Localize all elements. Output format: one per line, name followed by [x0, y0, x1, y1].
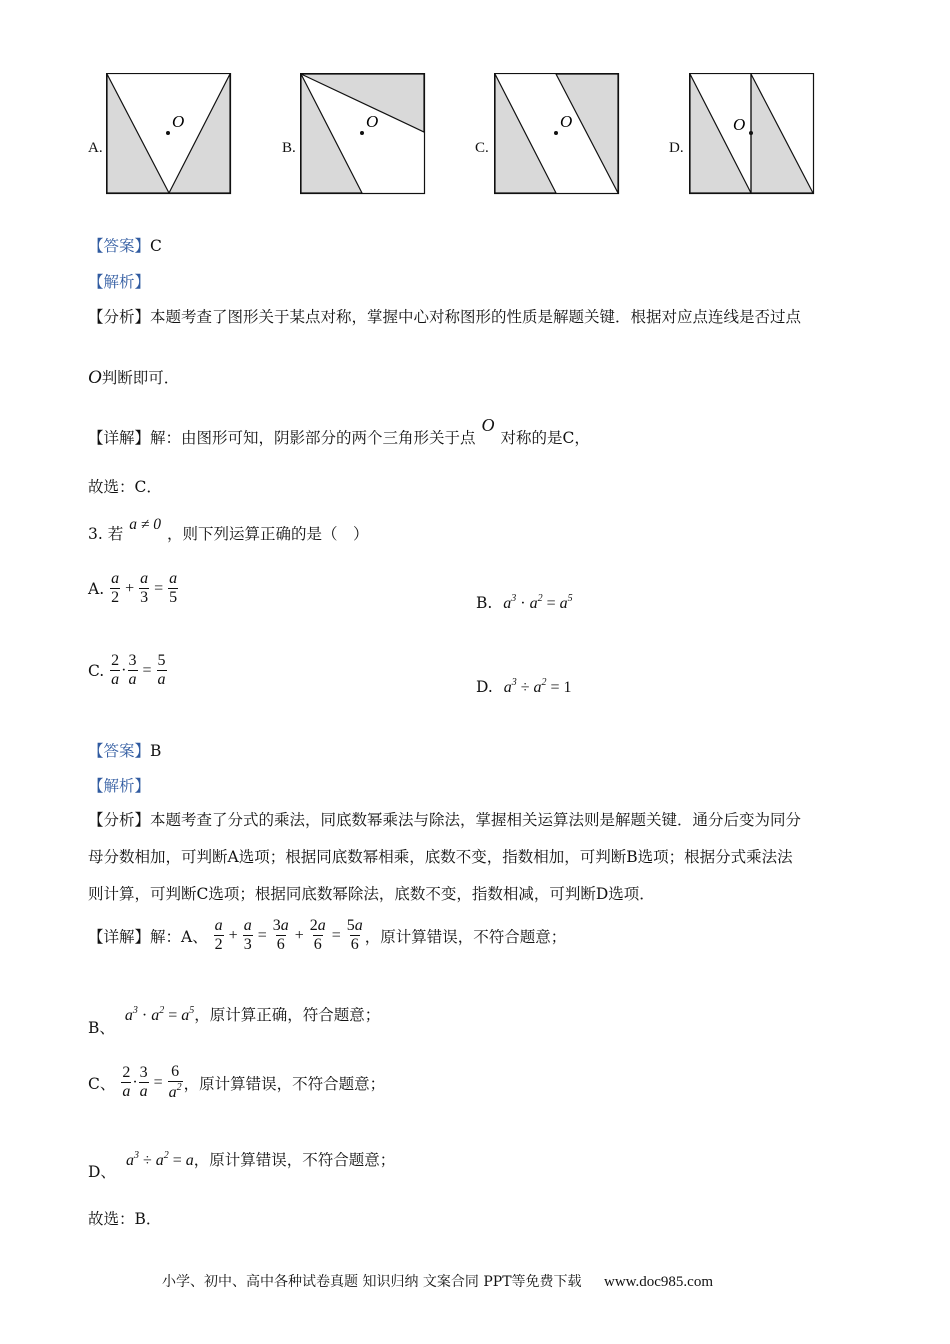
footer-text: 小学、初中、高中各种试卷真题 知识归纳 文案合同 PPT等免费下载	[162, 1274, 582, 1290]
fenxi-tag: 【分析】	[88, 308, 151, 326]
answer-tag: 【答案】	[88, 237, 151, 255]
fraction: $\frac{a}{3}$	[140, 570, 149, 607]
q2-detail-line	[88, 415, 590, 448]
expression: $a^3 \cdot a^2 = a^5$	[503, 593, 573, 612]
detail-answer: C，	[562, 429, 590, 447]
option-label: C.	[88, 661, 105, 680]
fenxi-text: 判断即可．	[101, 369, 180, 387]
option-c-label: C.	[475, 140, 489, 156]
q2-fenxi-line1	[88, 305, 801, 327]
stem-pre: 3. 若	[88, 525, 124, 543]
option-label: B.	[476, 594, 493, 612]
fenxi-text: 本题考查了分式的乘法，同底数幂乘法与除法，掌握相关运算法则是解题关键．通分后变为同分	[150, 811, 802, 829]
fraction: $\frac{a}{5}$	[169, 570, 178, 607]
q3-detail-b	[88, 1003, 381, 1037]
answer-value: C	[150, 237, 162, 255]
footer-url[interactable]: www.doc985.com	[603, 1274, 713, 1290]
fraction: $\frac{3a}{6}$	[272, 917, 289, 954]
q3-conclusion: 故选：B．	[88, 1210, 162, 1228]
expression: $a^3 \div a^2 = 1$	[503, 677, 572, 696]
q3-option-d	[476, 677, 572, 697]
stem-condition: a ≠ 0	[129, 516, 161, 533]
detail-text: 解：由图形可知，阴影部分的两个三角形关于点	[150, 429, 476, 447]
center-o-label: O	[733, 115, 746, 134]
detail-text: D、	[88, 1163, 116, 1181]
fraction: $\frac{5a}{6}$	[346, 917, 363, 954]
detail-text: B、	[88, 1019, 115, 1037]
expression: $a^3 \cdot a^2 = a^5$	[124, 1005, 195, 1024]
footer	[162, 1271, 713, 1291]
detail-text: ，原计算错误，不符合题意；	[183, 1074, 386, 1093]
answer-value: B	[150, 742, 162, 760]
figure-c	[494, 73, 620, 195]
fraction: $\frac{6}{a^2}$	[168, 1063, 182, 1102]
detail-text: ，原计算正确，符合题意；	[194, 1006, 381, 1024]
q3-analysis-tag: 【解析】	[88, 777, 151, 795]
answer-tag: 【答案】	[88, 742, 151, 760]
q2-analysis-tag: 【解析】	[88, 273, 151, 291]
expression: $a^3 \div a^2 = a$	[125, 1150, 194, 1169]
detail-text: ，原计算错误，不符合题意；	[364, 927, 567, 946]
q3-option-a: A. $\frac{a}{2}$ + $\frac{a}{3}$ = $\frac{a}{5}$	[88, 570, 178, 607]
detail-text: C、	[88, 1074, 116, 1093]
fenxi-tag: 【分析】	[88, 811, 151, 829]
fraction: $\frac{2}{a}$	[122, 1064, 131, 1101]
fraction: $\frac{a}{2}$	[214, 917, 223, 954]
q3-option-b	[476, 593, 573, 613]
q3-fenxi-line2: 母分数相加，可判断A选项；根据同底数幂相乘，底数不变，指数相加，可判断B选项；根据分式乘法法	[88, 848, 793, 866]
figure-d	[689, 73, 815, 195]
var-o: O	[88, 367, 102, 388]
option-label: A.	[88, 579, 105, 598]
fraction: $\frac{2}{a}$	[111, 652, 120, 689]
figure-a	[106, 73, 232, 195]
q3-stem	[88, 516, 369, 544]
q3-detail-d	[88, 1148, 396, 1181]
detail-tag: 【详解】	[88, 927, 151, 946]
q2-conclusion: 故选：C．	[88, 478, 162, 496]
q3-fenxi-line1	[88, 808, 801, 830]
stem-post: ，则下列运算正确的是（ ）	[166, 525, 369, 543]
detail-text: ，原计算错误，不符合题意；	[193, 1151, 396, 1169]
option-label: D.	[476, 678, 493, 696]
fraction: $\frac{3}{a}$	[128, 652, 137, 689]
center-o-label: O	[172, 112, 185, 131]
fraction: $\frac{a}{3}$	[243, 917, 252, 954]
detail-text: 解：A、	[150, 927, 208, 946]
q3-fenxi-line3: 则计算，可判断C选项；根据同底数幂除法，底数不变，指数相减，可判断D选项．	[88, 885, 655, 903]
option-b-label: B.	[282, 140, 296, 156]
fraction: $\frac{a}{2}$	[111, 570, 120, 607]
fraction: $\frac{3}{a}$	[139, 1064, 148, 1101]
q3-option-c: C. $\frac{2}{a}$ · $\frac{3}{a}$ = $\frac{5}{a}$	[88, 652, 166, 689]
fenxi-text: 本题考查了图形关于某点对称，掌握中心对称图形的性质是解题关键．根据对应点连线是否过点	[150, 308, 802, 326]
fraction: $\frac{2a}{6}$	[309, 917, 326, 954]
q2-answer-line	[88, 234, 162, 256]
figure-b	[300, 73, 426, 195]
detail-text: 对称的是	[500, 429, 563, 447]
q2-fenxi-line2	[88, 366, 179, 389]
option-a-label: A.	[88, 140, 103, 156]
detail-tag: 【详解】	[88, 429, 151, 447]
center-o-label: O	[560, 112, 573, 131]
q3-detail-c: C、 $\frac{2}{a}$ · $\frac{3}{a}$ = $\frac{6}{a^2}$ ，原计算错误，不符合题意；	[88, 1063, 386, 1102]
q3-detail-a: 【详解】解：A、 $\frac{a}{2}$ + $\frac{a}{3}$ = $\frac{3a}{6}$ + $\frac{2a}{6}$ = $\frac{5a}{6}$ ，原计算错误，不符合题意；	[88, 917, 567, 954]
center-o-label: O	[366, 112, 379, 131]
fraction: $\frac{5}{a}$	[157, 652, 166, 689]
option-d-label: D.	[669, 140, 684, 156]
q3-answer-line	[88, 739, 161, 761]
var-o: O	[481, 415, 495, 435]
